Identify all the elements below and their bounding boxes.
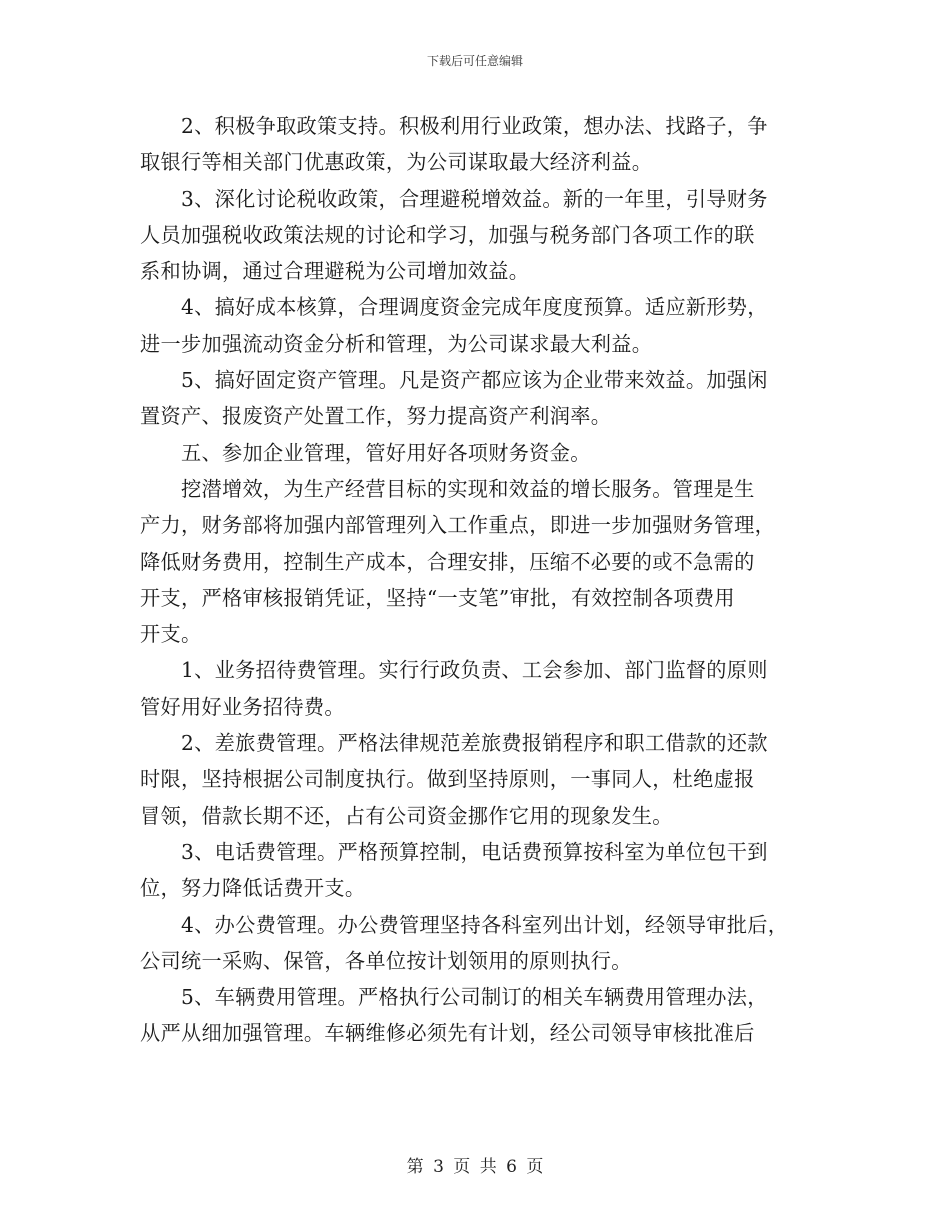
text-line: 挖潜增效，为生产经营目标的实现和效益的增长服务。管理是生 bbox=[140, 476, 755, 501]
text-line: 5、搞好固定资产管理。凡是资产都应该为企业带来效益。加强闲 bbox=[140, 368, 768, 393]
text-line: 公司统一采购、保管，各单位按计划领用的原则执行。 bbox=[140, 948, 632, 973]
text-line: 5、车辆费用管理。严格执行公司制订的相关车辆费用管理办法， bbox=[140, 985, 768, 1010]
text-line: 开支，严格审核报销凭证，坚持“一支笔”审批，有效控制各项费用 bbox=[140, 585, 735, 610]
page-header: 下载后可任意编辑 bbox=[426, 54, 523, 68]
text-line: 4、办公费管理。办公费管理坚持各科室列出计划，经领导审批后， bbox=[140, 912, 789, 937]
text-line: 人员加强税收政策法规的讨论和学习，加强与税务部门各项工作的联 bbox=[140, 222, 755, 247]
text-line: 2、差旅费管理。严格法律规范差旅费报销程序和职工借款的还款 bbox=[140, 731, 768, 756]
text-line: 冒领，借款长期不还，占有公司资金挪作它用的现象发生。 bbox=[140, 803, 673, 828]
text-line: 置资产、报废资产处置工作，努力提高资产利润率。 bbox=[140, 404, 612, 429]
text-line: 时限，坚持根据公司制度执行。做到坚持原则，一事同人，杜绝虚报 bbox=[140, 767, 755, 792]
text-line: 取银行等相关部门优惠政策，为公司谋取最大经济利益。 bbox=[140, 150, 653, 175]
page-number: 第 3 页 共 6 页 bbox=[406, 1157, 544, 1177]
text-line: 1、业务招待费管理。实行行政负责、工会参加、部门监督的原则 bbox=[140, 658, 768, 683]
text-line: 开支。 bbox=[140, 622, 202, 647]
text-line: 从严从细加强管理。车辆维修必须先有计划，经公司领导审核批准后 bbox=[140, 1021, 755, 1046]
text-line: 位，努力降低话费开支。 bbox=[140, 876, 366, 901]
section-heading: 五、参加企业管理，管好用好各项财务资金。 bbox=[140, 440, 591, 465]
text-line: 2、积极争取政策支持。积极利用行业政策，想办法、找路子，争 bbox=[140, 114, 768, 138]
text-line: 产力，财务部将加强内部管理列入工作重点，即进一步加强财务管理， bbox=[140, 513, 776, 538]
text-line: 系和协调，通过合理避税为公司增加效益。 bbox=[140, 259, 530, 284]
text-line: 4、搞好成本核算，合理调度资金完成年度度预算。适应新形势， bbox=[140, 295, 768, 320]
text-line: 进一步加强流动资金分析和管理，为公司谋求最大利益。 bbox=[140, 331, 653, 356]
text-line: 管好用好业务招待费。 bbox=[140, 694, 345, 719]
text-line: 3、深化讨论税收政策，合理避税增效益。新的一年里，引导财务 bbox=[140, 186, 768, 211]
text-line: 3、电话费管理。严格预算控制，电话费预算按科室为单位包干到 bbox=[140, 839, 768, 864]
text-line: 降低财务费用，控制生产成本，合理安排，压缩不必要的或不急需的 bbox=[140, 549, 755, 574]
document-body bbox=[140, 108, 815, 1052]
